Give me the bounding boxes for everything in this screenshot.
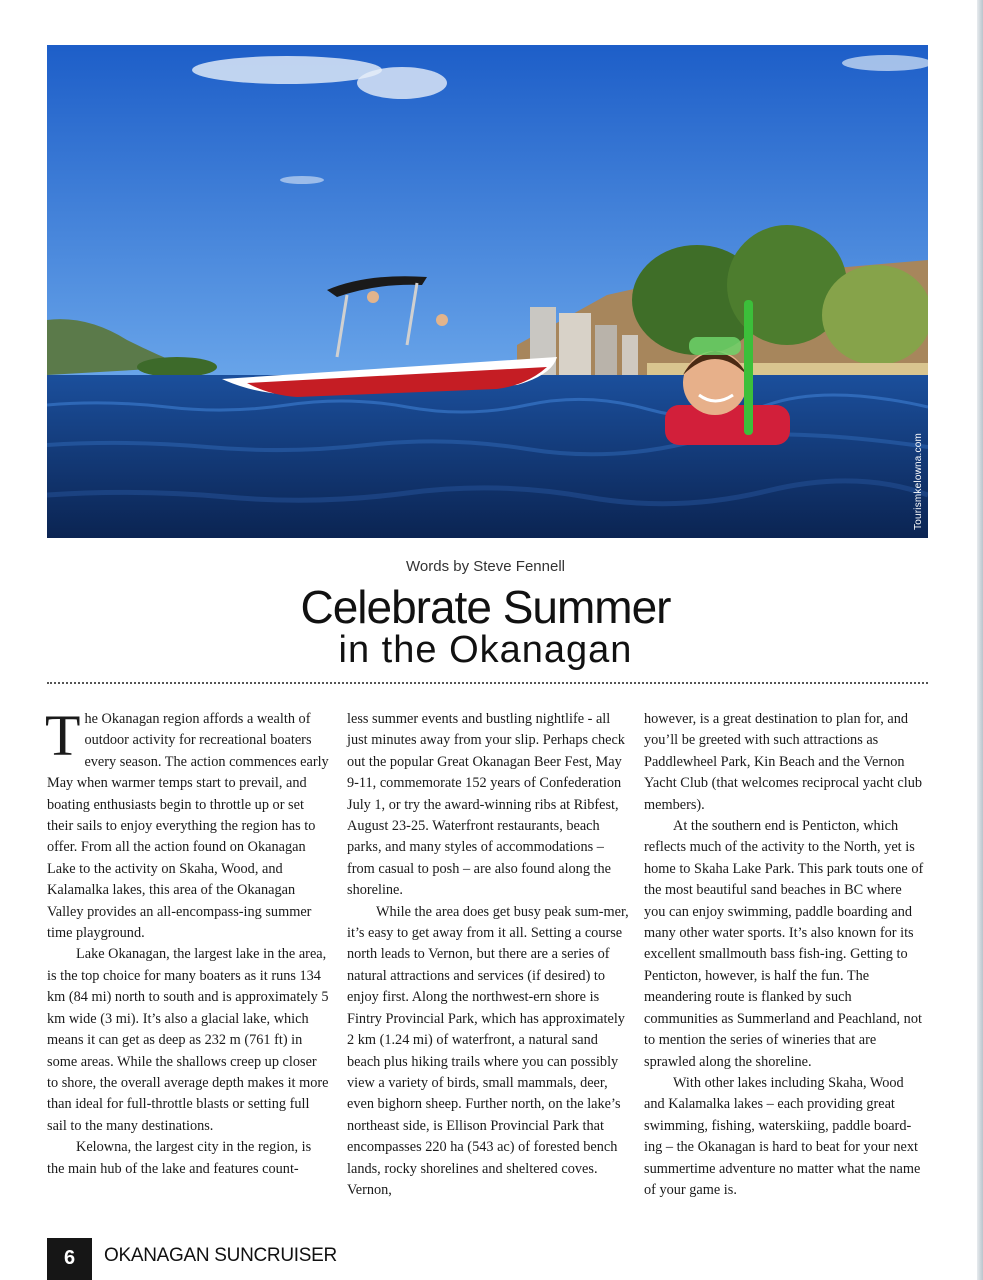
drop-cap: T bbox=[45, 703, 81, 768]
paragraph: With other lakes including Skaha, Wood and Kalamalka lakes – each providing great swimming, fishing, waterskiing, paddle board-ing – the Okanagan is hard to beat for your next summertime adventure no matter what the name of your game is. bbox=[644, 1074, 921, 1198]
lake-scene-illustration bbox=[47, 45, 928, 538]
article-subtitle: in the Okanagan bbox=[338, 629, 633, 671]
magazine-title: OKANAGAN SUNCRUISER bbox=[104, 1245, 337, 1266]
byline: Words by Steve Fennell bbox=[406, 558, 565, 575]
paragraph bbox=[45, 703, 329, 944]
dotted-divider bbox=[47, 682, 928, 684]
text-column-3 bbox=[644, 709, 926, 1201]
text-column-1 bbox=[45, 703, 329, 1180]
paragraph: While the area does get busy peak sum-mer, it’s easy to get away from it all. Setting a course north leads to Vernon, but there are a series of natural attractions and services (if desired) to enjoy first. Along the northwest-ern shore is Fintry Provincial Park, which has approximately 2 km (1.24 mi) of waterfront, a natural sand beach plus hiking trails where you can possibly view a variety of birds, small mammals, deer, even bighorn sheep. Further north, on the lake’s northeast side, is Ellison Provincial Park that encompasses 220 ha (543 ac) of forested bench lands, rocky shorelines and sheltered coves. Vernon, bbox=[347, 903, 629, 1198]
page-number: 6 bbox=[47, 1238, 92, 1280]
paragraph: Lake Okanagan, the largest lake in the area, is the top choice for many boaters as it runs 134 km (84 mi) north to south and is approximately 5 km wide (3 mi). It’s also a glacial lake, which means it can get as deep as 232 m (761 ft) in some areas. While the shallows creep up closer to shore, the overall average depth makes it more than ideal for full-throttle blasts or setting full sail to the many destinations. bbox=[47, 946, 329, 1134]
photo-credit: Tourismkelowna.com bbox=[913, 433, 924, 530]
page-edge bbox=[977, 0, 983, 1280]
text-column-2 bbox=[347, 709, 629, 1201]
paragraph: less summer events and bustling nightlife - all just minutes away from your slip. Perhaps check out the popular Great Okanagan Beer Fest, May 9-11, commemorate 152 years of Confederation July 1, or try the award-winning ribs at Ribfest, August 23-25. Waterfront restaurants, beach parks, and many styles of accommodations – from casual to posh – are also found along the shoreline. bbox=[347, 711, 625, 899]
article-title: Celebrate Summer bbox=[300, 581, 671, 633]
paragraph: Kelowna, the largest city in the region, is the main hub of the lake and features count- bbox=[47, 1139, 312, 1177]
paragraph-text: he Okanagan region affords a wealth of outdoor activity for recreational boaters every season. The action commences early May when warmer temps start to prevail, and boating enthusiasts begin to throttle up or set their sails to enjoy everything the region has to offer. From all the action found on Okanagan Lake to the activity on Skaha, Wood, and Kalamalka lakes, this area of the Okanagan Valley provides an all-encompass-ing summer time playground. bbox=[47, 711, 329, 942]
paragraph: At the southern end is Penticton, which reflects much of the activity to the North, yet is home to Skaha Lake Park. This park touts one of the most beautiful sand beaches in BC where you can enjoy swimming, paddle boarding and many other water sports. It’s also known for its excellent smallmouth bass fish-ing. Getting to Penticton, however, is half the fun. The meandering route is flanked by such communities as Summerland and Peachland, not to mention the series of wineries that are sprawled along the shoreline. bbox=[644, 818, 924, 1070]
paragraph: however, is a great destination to plan for, and you’ll be greeted with such attractions as Paddlewheel Park, Kin Beach and the Vernon Yacht Club (that welcomes reciprocal yacht club members). bbox=[644, 711, 923, 813]
hero-photo bbox=[47, 45, 928, 538]
